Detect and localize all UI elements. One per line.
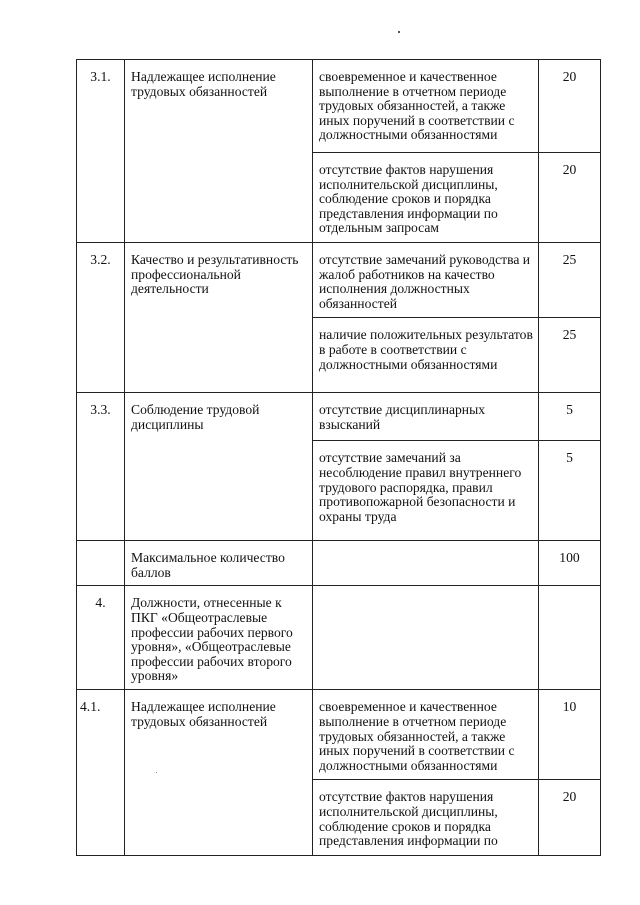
table-row	[77, 690, 601, 780]
criterion-points: 20	[539, 780, 601, 855]
criterion-text: отсутствие дисциплинарных взысканий	[313, 393, 539, 441]
table-row	[77, 541, 601, 586]
criterion-points	[539, 586, 601, 690]
row-number: 3.1.	[77, 60, 125, 243]
criterion-points: 5	[539, 441, 601, 541]
row-title: Надлежащее исполнение трудовых обязанностей	[125, 60, 313, 243]
criterion-points: 20	[539, 60, 601, 153]
row-title: Должности, отнесенные к ПКГ «Общеотраслевые профессии рабочих первого уровня», «Общеотраслевые профессии рабочих второго уровня»	[125, 586, 313, 690]
criterion-points: 25	[539, 242, 601, 317]
criterion-text: отсутствие замечаний за несоблюдение правил внутреннего трудового распорядка, правил противопожарной безопасности и охраны труда	[313, 441, 539, 541]
criterion-points: 5	[539, 393, 601, 441]
row-number: 3.2.	[77, 242, 125, 392]
table-row	[77, 60, 601, 153]
criterion-points: 25	[539, 318, 601, 393]
criterion-text: отсутствие фактов нарушения исполнительской дисциплины, соблюдение сроков и порядка представления информации по	[313, 780, 539, 855]
scan-speck	[398, 31, 400, 33]
row-title: Максимальное количество баллов	[125, 541, 313, 586]
row-number: 3.3.	[77, 393, 125, 541]
row-title: Соблюдение трудовой дисциплины	[125, 393, 313, 541]
row-title: Надлежащее исполнение трудовых обязанностей	[125, 690, 313, 855]
criterion-points: 10	[539, 690, 601, 780]
row-title: Качество и результативность профессиональной деятельности	[125, 242, 313, 392]
row-number	[77, 541, 125, 586]
table-row	[77, 242, 601, 317]
row-number: 4.	[77, 586, 125, 690]
table-row	[77, 393, 601, 441]
criterion-text: своевременное и качественное выполнение в отчетном периоде трудовых обязанностей, а также иных поручений в соответствии с должностными обязанностями	[313, 60, 539, 153]
row-number: 4.1.	[77, 690, 125, 855]
criterion-text: отсутствие замечаний руководства и жалоб работников на качество исполнения должностных обязанностей	[313, 242, 539, 317]
criterion-text: своевременное и качественное выполнение в отчетном периоде трудовых обязанностей, а также иных поручений в соответствии с должностными обязанностями	[313, 690, 539, 780]
criterion-text: отсутствие фактов нарушения исполнительской дисциплины, соблюдение сроков и порядка представления информации по отдельным запросам	[313, 153, 539, 243]
criterion-text	[313, 541, 539, 586]
criterion-text	[313, 586, 539, 690]
criterion-points: 20	[539, 153, 601, 243]
criterion-points: 100	[539, 541, 601, 586]
table-row	[77, 586, 601, 690]
criteria-table	[76, 59, 601, 856]
criterion-text: наличие положительных результатов в работе в соответствии с должностными обязанностями	[313, 318, 539, 393]
